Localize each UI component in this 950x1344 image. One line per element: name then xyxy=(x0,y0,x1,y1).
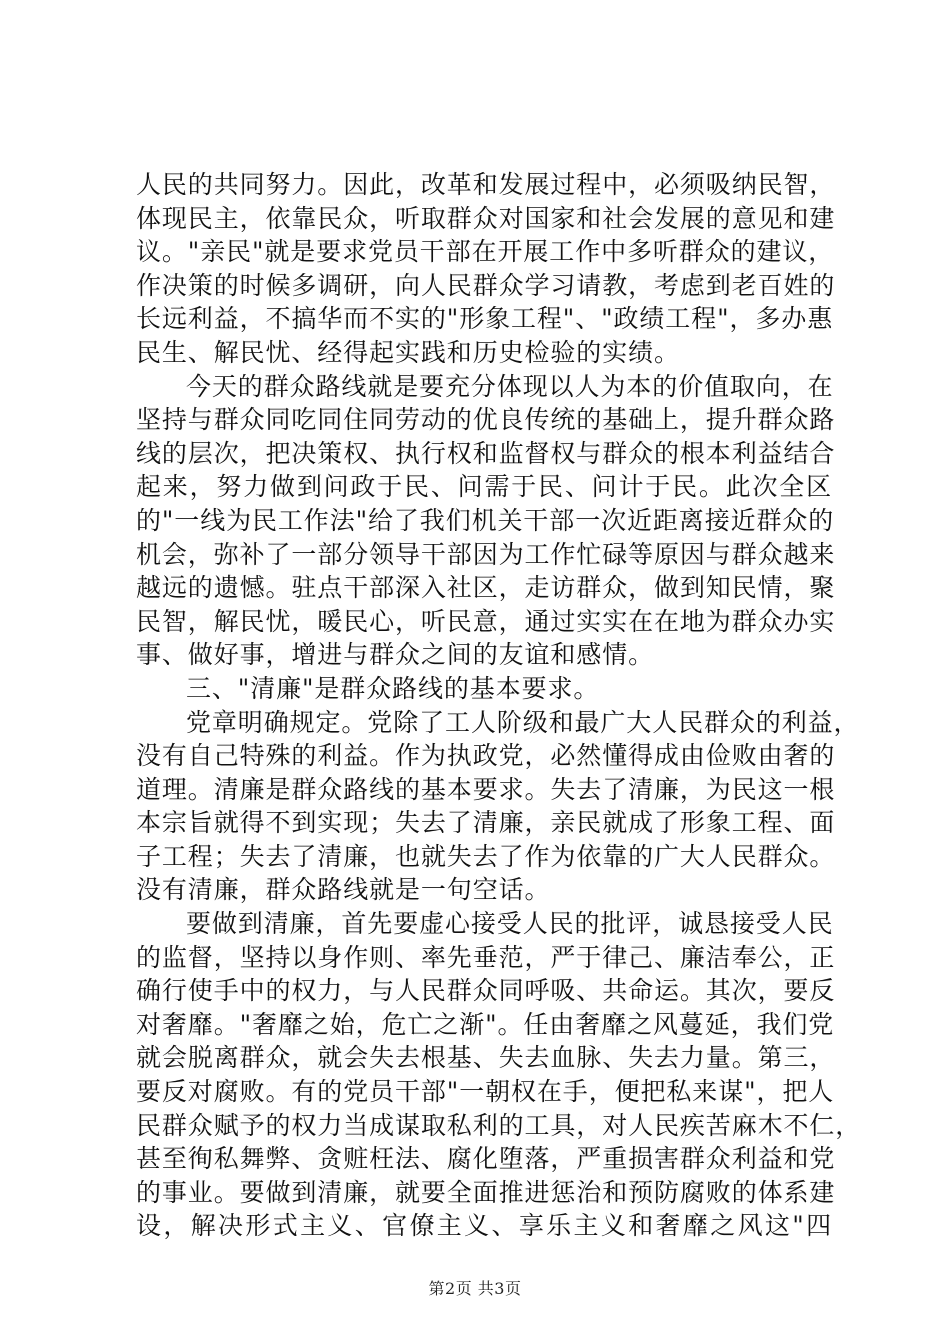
text-line: 长远利益，不搞华而不实的"形象工程"、"政绩工程"，多办惠 xyxy=(136,304,834,334)
body-text xyxy=(136,168,862,1243)
text-line: 人民的共同努力。因此，改革和发展过程中，必须吸纳民智， xyxy=(136,170,836,199)
text-line: 党章明确规定。党除了工人阶级和最广大人民群众的利益， xyxy=(186,707,860,737)
text-line: 的"一线为民工作法"给了我们机关干部一次近距离接近群众的 xyxy=(136,505,835,535)
text-line: 没有清廉，群众路线就是一句空话。 xyxy=(136,875,551,905)
page-footer: 第2页 共3页 xyxy=(428,1279,522,1298)
text-line: 子工程；失去了清廉，也就失去了作为依靠的广大人民群众。 xyxy=(136,841,836,871)
text-line: 体现民主，依靠民众，听取群众对国家和社会发展的意见和建 xyxy=(136,203,836,233)
text-line: 民生、解民忧、经得起实践和历史检验的实绩。 xyxy=(136,337,680,367)
text-line: 没有自己特殊的利益。作为执政党，必然懂得成由俭败由奢的 xyxy=(136,741,836,771)
text-line: 道理。清廉是群众路线的基本要求。失去了清廉，为民这一根 xyxy=(136,774,836,804)
text-line: 对奢靡。"奢靡之始，危亡之渐"。任由奢靡之风蔓延，我们党 xyxy=(136,1009,835,1039)
text-line: 线的层次，把决策权、执行权和监督权与群众的根本利益结合 xyxy=(136,438,836,468)
text-line: 作决策的时候多调研，向人民群众学习请教，考虑到老百姓的 xyxy=(136,270,836,300)
text-line: 本宗旨就得不到实现；失去了清廉，亲民就成了形象工程、面 xyxy=(136,808,836,838)
text-line: 坚持与群众同吃同住同劳动的优良传统的基础上，提升群众路 xyxy=(136,405,836,435)
text-line: 确行使手中的权力，与人民群众同呼吸、共命运。其次，要反 xyxy=(136,976,836,1006)
text-line: 议。"亲民"就是要求党员干部在开展工作中多听群众的建议， xyxy=(136,237,835,267)
text-line: 三、"清廉"是群众路线的基本要求。 xyxy=(186,673,600,703)
text-line: 要反对腐败。有的党员干部"一朝权在手，便把私来谋"，把人 xyxy=(136,1077,835,1107)
text-line: 越远的遗憾。驻点干部深入社区，走访群众，做到知民情，聚 xyxy=(136,573,836,603)
text-line: 甚至徇私舞弊、贪赃枉法、腐化堕落，严重损害群众利益和党 xyxy=(136,1144,836,1174)
text-line: 就会脱离群众，就会失去根基、失去血脉、失去力量。第三， xyxy=(136,1043,836,1073)
text-line: 机会，弥补了一部分领导干部因为工作忙碌等原因与群众越来 xyxy=(136,539,836,569)
text-line: 要做到清廉，首先要虚心接受人民的批评，诚恳接受人民 xyxy=(186,909,834,939)
text-line: 事、做好事，增进与群众之间的友谊和感情。 xyxy=(136,640,655,670)
text-line: 起来，努力做到问政于民、问需于民、问计于民。此次全区 xyxy=(136,472,832,502)
text-line: 民智，解民忧，暖民心，听民意，通过实实在在地为群众办实 xyxy=(136,606,836,636)
text-line: 设，解决形式主义、官僚主义、享乐主义和奢靡之风这"四 xyxy=(136,1211,832,1241)
text-line: 的监督，坚持以身作则、率先垂范，严于律己、廉洁奉公，正 xyxy=(136,942,836,972)
text-line: 今天的群众路线就是要充分体现以人为本的价值取向，在 xyxy=(186,371,834,401)
text-line: 民群众赋予的权力当成谋取私利的工具，对人民疾苦麻木不仁， xyxy=(136,1110,862,1140)
text-line: 的事业。要做到清廉，就要全面推进惩治和预防腐败的体系建 xyxy=(136,1177,836,1207)
